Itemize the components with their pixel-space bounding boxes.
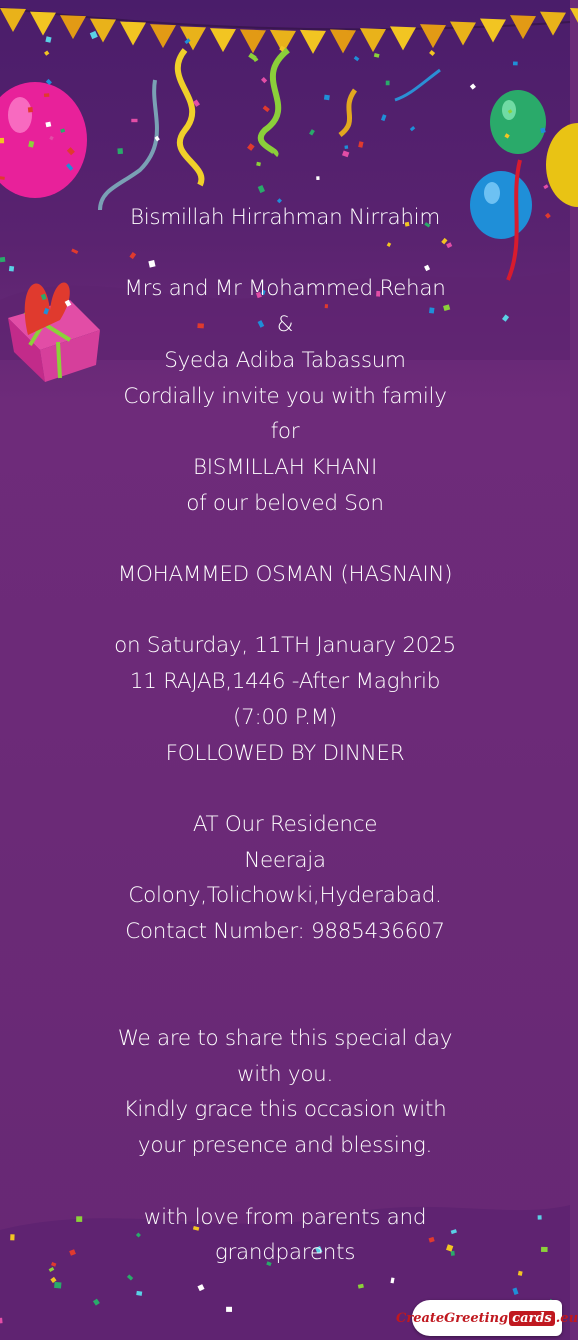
bunting-flag — [390, 26, 416, 50]
message-line: of our beloved Son — [186, 490, 384, 516]
confetti-piece — [354, 56, 360, 61]
message-spacer — [0, 593, 570, 629]
confetti-piece — [324, 95, 330, 101]
confetti-piece — [316, 176, 319, 180]
watermark-text-3: .eu — [555, 1310, 578, 1326]
confetti-piece — [261, 77, 267, 83]
message-line: BISMILLAH KHANI — [192, 454, 377, 480]
bunting-flag — [150, 24, 176, 48]
bunting-flag — [210, 28, 236, 52]
confetti-piece — [90, 31, 98, 39]
message-line: 11 RAJAB,1446 -After Maghrib — [129, 669, 441, 695]
message-line: Bismillah Hirrahman Nirrahim — [129, 205, 440, 230]
confetti-piece — [136, 1291, 142, 1296]
confetti-piece — [342, 151, 349, 158]
confetti-piece — [518, 1271, 523, 1276]
confetti-piece — [256, 162, 261, 166]
message-line: We are to share this special day — [117, 1026, 453, 1052]
message-line: Colony,Tolichowki,Hyderabad. — [128, 883, 442, 909]
confetti-piece — [513, 62, 518, 66]
message-spacer — [0, 1164, 570, 1200]
green-balloon — [490, 90, 546, 154]
message-spacer — [0, 771, 570, 807]
confetti-piece — [374, 53, 380, 58]
message-line: on Saturday, 11TH January 2025 — [114, 633, 456, 659]
bunting-flag — [510, 15, 536, 39]
confetti-piece — [44, 93, 49, 97]
confetti-piece — [44, 51, 49, 56]
message-line: grandparents — [214, 1240, 356, 1266]
bunting-flag — [450, 22, 476, 46]
pink-balloon — [0, 82, 87, 198]
message-line: Cordially invite you with family — [123, 383, 447, 409]
bunting-flag — [240, 29, 266, 53]
confetti-piece — [226, 1307, 232, 1312]
confetti-piece — [344, 145, 348, 149]
bunting-flag — [0, 8, 26, 32]
confetti-piece — [381, 114, 387, 121]
message-line: Contact Number: 9885436607 — [125, 919, 445, 944]
confetti-piece — [54, 1282, 61, 1289]
confetti-piece — [247, 143, 255, 151]
bunting-flags — [0, 8, 578, 54]
message-spacer — [0, 985, 570, 1021]
message-line: with you. — [236, 1061, 334, 1087]
bunting-flag — [90, 18, 116, 42]
message-line: Syeda Adiba Tabassum — [164, 347, 406, 373]
confetti-piece — [470, 84, 476, 90]
message-line: Neeraja — [244, 847, 326, 873]
message-line: MOHAMMED OSMAN (HASNAIN) — [117, 562, 453, 587]
confetti-piece — [131, 119, 137, 122]
bunting-flag — [330, 29, 356, 53]
confetti-piece — [117, 148, 123, 154]
confetti-piece — [45, 36, 51, 43]
blue-ribbon — [395, 70, 440, 100]
orange-streamer — [340, 90, 355, 135]
confetti-piece — [386, 81, 390, 86]
confetti-piece — [429, 50, 435, 56]
message-line: with love from parents and — [143, 1204, 427, 1230]
confetti-piece — [0, 138, 4, 143]
blue-streamer — [100, 80, 157, 210]
message-line: AT Our Residence — [192, 811, 378, 837]
green-streamer — [261, 50, 288, 155]
yellow-streamer — [178, 50, 202, 185]
confetti-piece — [358, 141, 363, 148]
message-line: for — [270, 419, 300, 445]
bunting-flag — [360, 28, 386, 52]
bunting-flag — [570, 8, 578, 32]
confetti-piece — [309, 129, 315, 135]
bunting-flag — [180, 26, 206, 50]
message-line: FOLLOWED BY DINNER — [165, 740, 405, 766]
confetti-piece — [543, 184, 548, 189]
message-spacer — [0, 950, 570, 986]
message-line: Mrs and Mr Mohammed Rehan — [124, 276, 446, 302]
bunting-flag — [60, 15, 86, 39]
bunting-flag — [30, 12, 56, 36]
message-line: Kindly grace this occasion with — [123, 1097, 447, 1123]
message-spacer — [0, 236, 570, 272]
watermark-text-1: CreateGreeting — [396, 1310, 509, 1326]
yellow-balloon — [546, 123, 578, 207]
message-line: your presence and blessing. — [137, 1133, 433, 1159]
bunting-flag — [420, 24, 446, 48]
bunting-flag — [300, 30, 326, 54]
bunting-flag — [480, 18, 506, 42]
confetti-piece — [258, 185, 265, 193]
message-line: (7:00 P.M) — [233, 704, 337, 730]
watermark-text-2: cards — [509, 1311, 555, 1326]
confetti-piece — [28, 107, 33, 112]
message-spacer — [0, 521, 570, 557]
watermark-logo[interactable] — [396, 1300, 578, 1336]
confetti-piece — [263, 105, 270, 112]
bunting-flag — [120, 22, 146, 46]
message-line: & — [276, 312, 294, 338]
invitation-message — [0, 200, 570, 1271]
confetti-piece — [410, 126, 415, 131]
